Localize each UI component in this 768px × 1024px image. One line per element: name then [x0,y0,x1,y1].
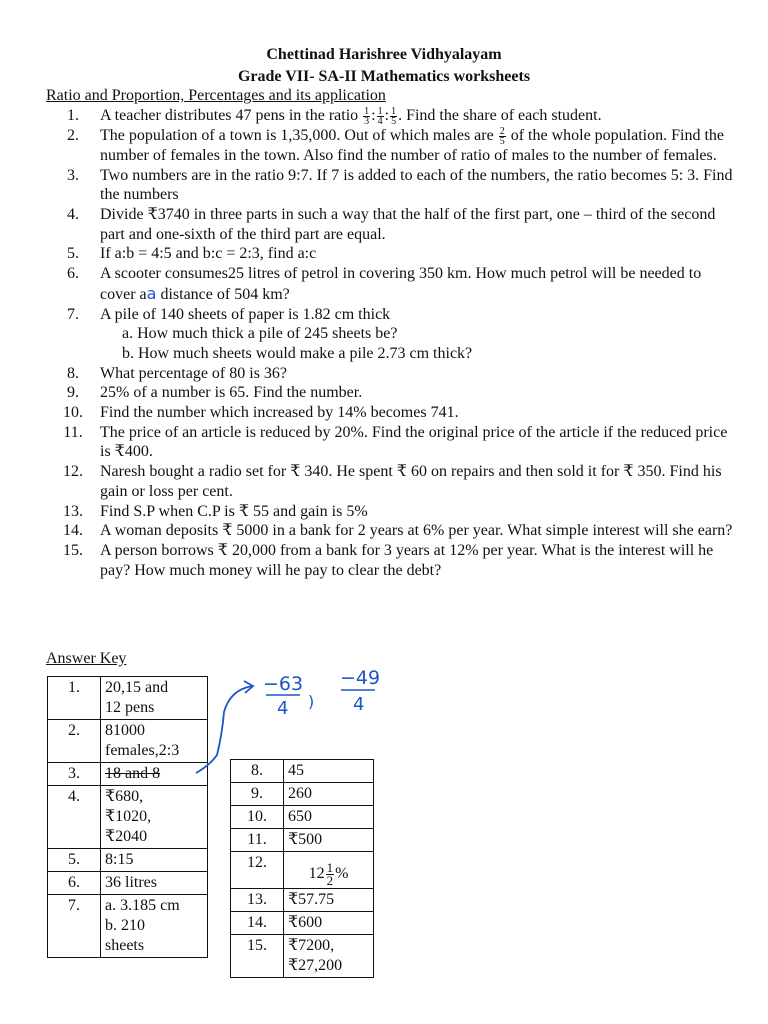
fraction [499,127,506,146]
answer-suffix: % [335,865,349,883]
question-number: 5. [67,245,79,263]
answer-row [231,806,374,829]
answer-whole: 12 [308,865,325,883]
answer-value [284,935,374,978]
answer-row [231,935,374,978]
answer-line: ₹2040 [105,828,148,845]
ratio-colon: : [371,107,376,124]
answer-line: 260 [288,785,312,802]
fraction [363,107,370,126]
answer-value [101,763,208,786]
answer-number: 12. [231,852,284,889]
answer-number: 3. [48,763,101,786]
answer-line: a. 3.185 cm [105,897,180,914]
answer-number: 15. [231,935,284,978]
question-body: A woman deposits ₹ 5000 in a bank for 2 years at 6% per year. What simple interest will she earn? [100,522,733,540]
answer-value [101,895,208,958]
question-body: 25% of a number is 65. Find the number. [100,384,363,402]
answer-value [101,720,208,763]
school-name: Chettinad Harishree Vidhyalayam [266,46,502,63]
answer-number: 9. [231,783,284,806]
answer-value [284,829,374,852]
question-number: 2. [67,127,79,145]
answer-key-table-left [47,676,208,958]
answer-row [48,720,208,763]
question-number: 7. [67,305,79,323]
answer-line: sheets [105,937,145,954]
question-body-start: A teacher distributes 47 pens in the ratio [100,107,363,124]
question-body-start: A scooter consumes25 litres of petrol in covering 350 km. How much petrol will be needed to cover a [100,265,702,303]
answer-key-table-right [230,759,374,978]
hand-frac2-num: −49 [340,667,381,689]
answer-line: ₹1020, [105,808,152,825]
answer-row [231,760,374,783]
answer-number: 14. [231,912,284,935]
fraction [390,107,397,126]
answer-number: 2. [48,720,101,763]
question-text [100,423,736,462]
question-body-end: distance of 504 km? [156,285,290,303]
question-text [100,126,736,165]
question-text [100,106,736,126]
answer-line: ₹57.75 [288,891,335,908]
question-text [100,264,736,304]
answer-number: 6. [48,872,101,895]
answer-line: 8:15 [105,851,134,868]
question-item [46,305,736,364]
question-text [100,541,736,580]
answer-number: 10. [231,806,284,829]
answer-row [231,829,374,852]
answer-row [231,783,374,806]
section-title: Ratio and Proportion, Percentages and its application [46,87,386,104]
answer-value [284,806,374,829]
header [0,44,768,88]
fraction-denominator: 4 [377,115,383,127]
question-item [46,205,736,244]
question-body-end: of the whole population. Find the number of females in the town. Also find the number of ratio of males to the number of females. [100,127,725,164]
answer-number: 5. [48,849,101,872]
fraction-numerator: 1 [326,860,334,875]
sub-question: a. How much thick a pile of 245 sheets be? [122,325,398,343]
answer-number: 4. [48,786,101,849]
question-list [46,106,736,581]
question-number: 15. [63,542,83,560]
question-item [46,462,736,501]
fraction-denominator: 3 [364,115,370,127]
fraction-denominator: 5 [391,115,397,127]
hand-frac1-den: 4 [277,698,289,719]
hand-frac1-num: −63 [263,673,304,695]
question-body: Two numbers are in the ratio 9:7. If 7 is added to each of the numbers, the ratio becomes 5: 3. Find the numbers [100,166,733,204]
answer-value [101,872,208,895]
answer-line: 12 pens [105,699,155,716]
answer-line: b. 210 [105,917,145,934]
question-item [46,541,736,580]
answer-line: 81000 [105,722,145,739]
ratio-colon: : [384,107,390,124]
question-text [100,383,736,403]
answer-value [284,912,374,935]
fraction-numerator: 1 [377,105,383,117]
question-text [100,166,736,205]
question-body: The price of an article is reduced by 20%. Find the original price of the article if the reduced price is ₹400. [100,423,728,461]
answer-number: 8. [231,760,284,783]
question-text [100,205,736,244]
fraction [326,862,335,887]
question-text [100,462,736,501]
question-item [46,244,736,264]
question-number: 11. [63,423,83,441]
question-number: 10. [63,404,83,422]
answer-number: 11. [231,829,284,852]
answer-row [48,677,208,720]
fraction-numerator: 1 [391,105,397,117]
question-text [100,244,736,264]
answer-row [231,912,374,935]
answer-line: ₹27,200 [288,957,343,974]
answer-value [101,786,208,849]
question-text [100,364,736,384]
question-body: Divide ₹3740 in three parts in such a way that the half of the first part, one – third of the second part and one-sixth of the third part are equal. [100,206,716,243]
answer-line: females,2:3 [105,742,180,759]
answer-number: 13. [231,889,284,912]
question-number: 8. [67,364,79,382]
answer-number: 1. [48,677,101,720]
answer-value [284,889,374,912]
question-number: 3. [67,166,79,184]
answer-number: 7. [48,895,101,958]
question-body: What percentage of 80 is 36? [100,364,288,382]
question-text [100,305,736,364]
hand-frac2-den: 4 [353,694,365,715]
question-item [46,106,736,126]
question-item [46,364,736,384]
question-number: 1. [67,107,79,124]
answer-row [48,786,208,849]
question-item [46,423,736,462]
question-item [46,166,736,205]
question-number: 6. [67,265,79,283]
hand-frac1-sep: ) [308,692,315,711]
question-body-end: . Find the share of each student. [398,107,602,124]
answer-line: 36 litres [105,874,157,891]
question-item [46,403,736,423]
hand-arrow-head [244,681,253,693]
answer-line: 650 [288,808,312,825]
answer-line: ₹7200, [288,937,335,954]
question-number: 13. [63,502,83,520]
question-body: Find the number which increased by 14% becomes 741. [100,404,459,422]
answer-value [284,852,374,889]
fraction-denominator: 2 [326,873,334,888]
answer-value [284,783,374,806]
answer-row [48,895,208,958]
question-body: A person borrows ₹ 20,000 from a bank for 3 years at 12% per year. What is the interest will he pay? How much money will he pay to clear the debt? [100,542,714,579]
question-body: A pile of 140 sheets of paper is 1.82 cm thick [100,305,391,323]
question-number: 4. [67,206,79,223]
answer-key-title: Answer Key [46,650,127,667]
answer-value [101,849,208,872]
answer-row [48,849,208,872]
handwritten-correction: a [146,283,157,303]
answer-row [231,889,374,912]
fraction-denominator: 5 [499,135,505,147]
worksheet-subtitle: Grade VII- SA-II Mathematics worksheets [237,68,531,85]
answer-line: 45 [288,762,304,779]
answer-line: ₹600 [288,914,323,931]
answer-line: ₹500 [288,831,323,848]
question-body: Naresh bought a radio set for ₹ 340. He spent ₹ 60 on repairs and then sold it for ₹ 350. Find his gain or loss per cent. [100,463,722,500]
question-number: 14. [63,522,83,540]
answer-line: ₹680, [105,788,144,805]
answer-value [284,760,374,783]
answer-row [48,872,208,895]
fraction [377,107,384,126]
question-item [46,383,736,403]
question-text [100,502,736,522]
answer-line: 18 and 8 [105,765,161,782]
answer-row [48,763,208,786]
question-item [46,502,736,522]
question-item [46,126,736,165]
question-item [46,521,736,541]
fraction-numerator: 1 [364,105,370,117]
answer-row [231,852,374,889]
sub-question: b. How much sheets would make a pile 2.73 cm thick? [122,344,473,362]
question-body: Find S.P when C.P is ₹ 55 and gain is 5% [100,502,368,520]
answer-line: 20,15 and [105,679,169,696]
answer-value [101,677,208,720]
question-number: 12. [63,463,83,481]
question-body: If a:b = 4:5 and b:c = 2:3, find a:c [100,245,317,263]
question-text [100,521,736,541]
question-number: 9. [67,384,79,402]
fraction-numerator: 2 [499,125,505,137]
question-item [46,264,736,304]
question-body-start: The population of a town is 1,35,000. Out of which males are [100,127,498,145]
question-text [100,403,736,423]
